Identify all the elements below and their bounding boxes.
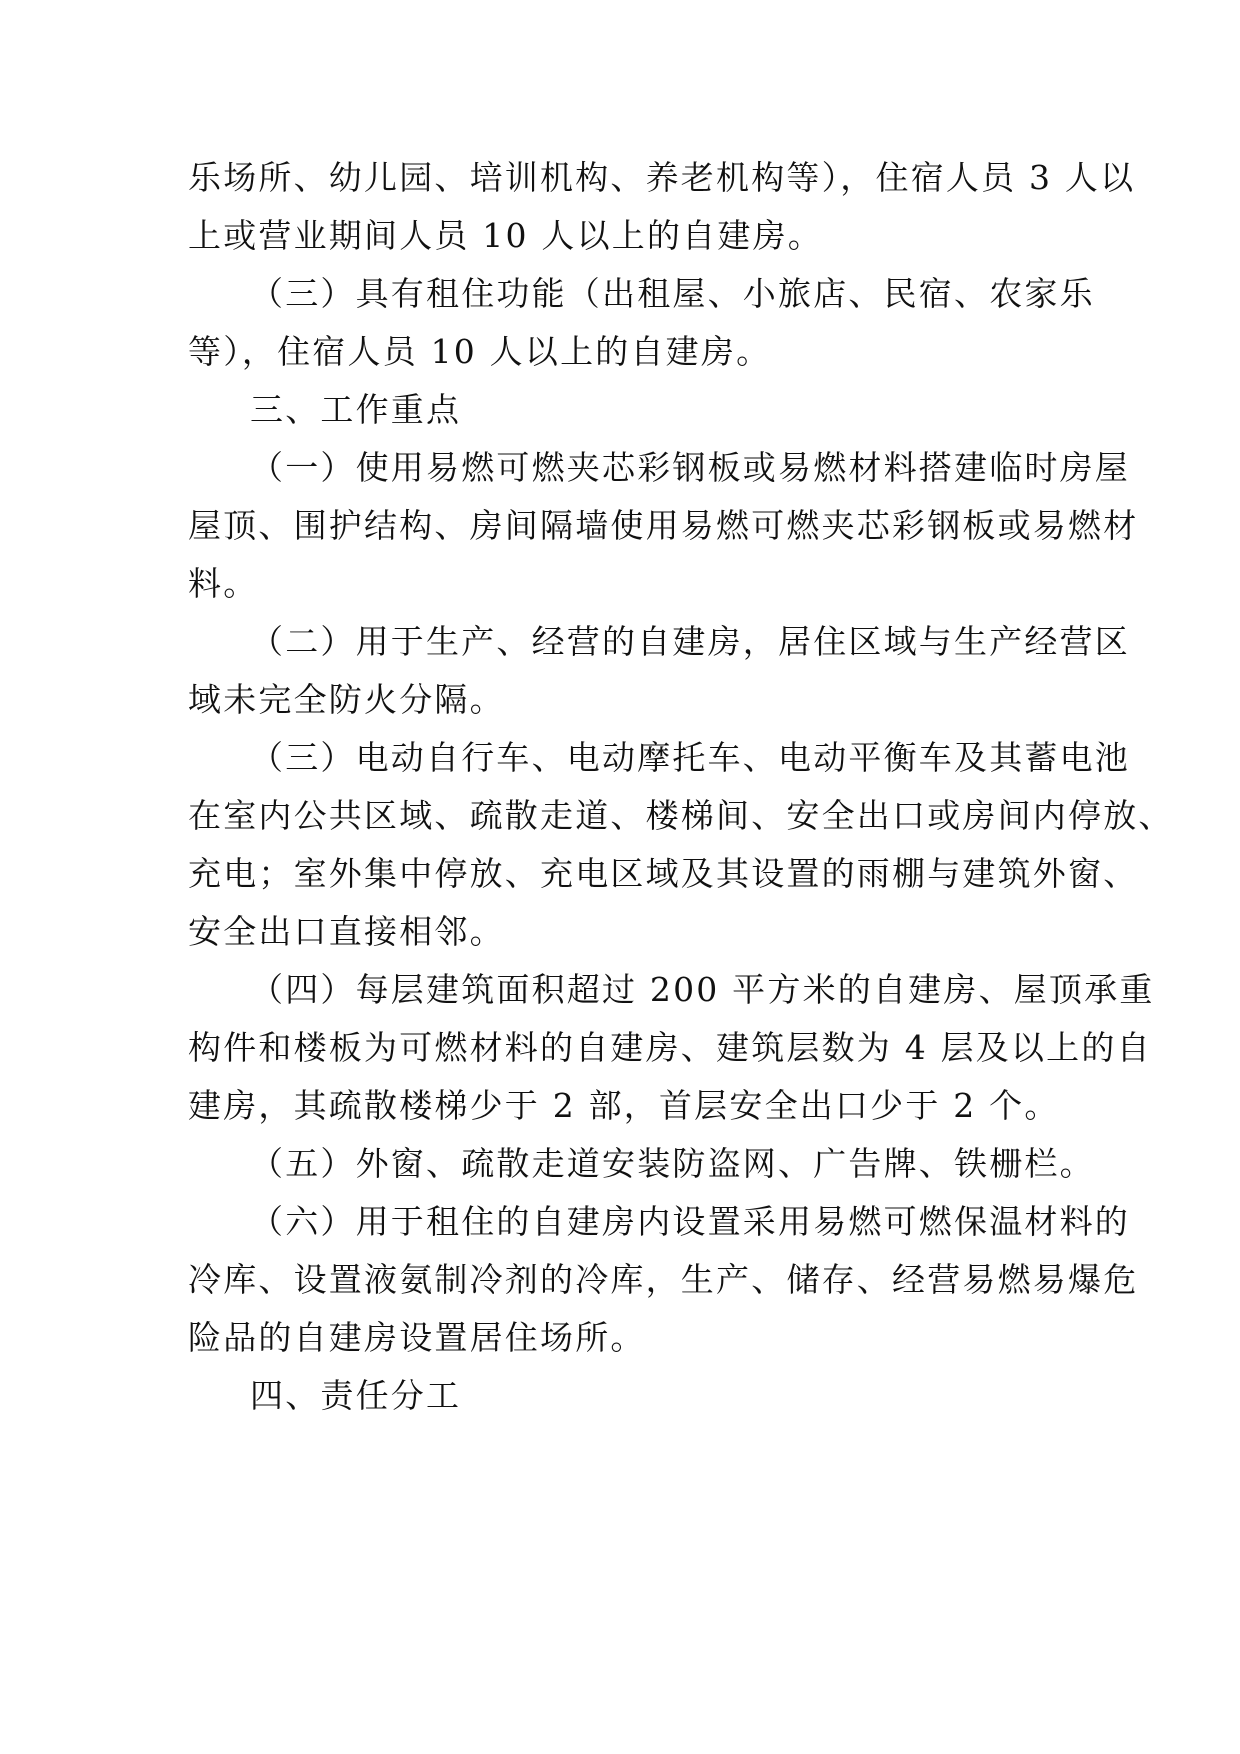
text-line: 屋顶、围护结构、房间隔墙使用易燃可燃夹芯彩钢板或易燃材 — [188, 506, 1139, 545]
text-line: 料。 — [188, 564, 259, 603]
text-line: 险品的自建房设置居住场所。 — [188, 1318, 646, 1357]
text-line: 在室内公共区域、疏散走道、楼梯间、安全出口或房间内停放、 — [188, 796, 1174, 835]
text-line: （三）电动自行车、电动摩托车、电动平衡车及其蓄电池 — [250, 738, 1130, 777]
text-line: 建房，其疏散楼梯少于 2 部，首层安全出口少于 2 个。 — [188, 1086, 1060, 1125]
text-line: 充电；室外集中停放、充电区域及其设置的雨棚与建筑外窗、 — [188, 854, 1139, 893]
section-heading: 三、工作重点 — [250, 390, 462, 429]
text-line: 冷库、设置液氨制冷剂的冷库，生产、储存、经营易燃易爆危 — [188, 1260, 1139, 1299]
text-line: 域未完全防火分隔。 — [188, 680, 505, 719]
text-line: 等），住宿人员 10 人以上的自建房。 — [188, 332, 772, 371]
text-line: 上或营业期间人员 10 人以上的自建房。 — [188, 216, 823, 255]
text-line: 安全出口直接相邻。 — [188, 912, 505, 951]
text-line: （二）用于生产、经营的自建房，居住区域与生产经营区 — [250, 622, 1130, 661]
text-line: （一）使用易燃可燃夹芯彩钢板或易燃材料搭建临时房屋 — [250, 448, 1130, 487]
text-line: （五）外窗、疏散走道安装防盗网、广告牌、铁栅栏。 — [250, 1144, 1095, 1183]
text-line: （四）每层建筑面积超过 200 平方米的自建房、屋顶承重 — [250, 970, 1155, 1009]
text-line: 构件和楼板为可燃材料的自建房、建筑层数为 4 层及以上的自 — [188, 1028, 1152, 1067]
section-heading: 四、责任分工 — [250, 1376, 462, 1415]
text-line: （三）具有租住功能（出租屋、小旅店、民宿、农家乐 — [250, 274, 1095, 313]
text-line: （六）用于租住的自建房内设置采用易燃可燃保温材料的 — [250, 1202, 1130, 1241]
text-line: 乐场所、幼儿园、培训机构、养老机构等），住宿人员 3 人以 — [188, 158, 1136, 197]
